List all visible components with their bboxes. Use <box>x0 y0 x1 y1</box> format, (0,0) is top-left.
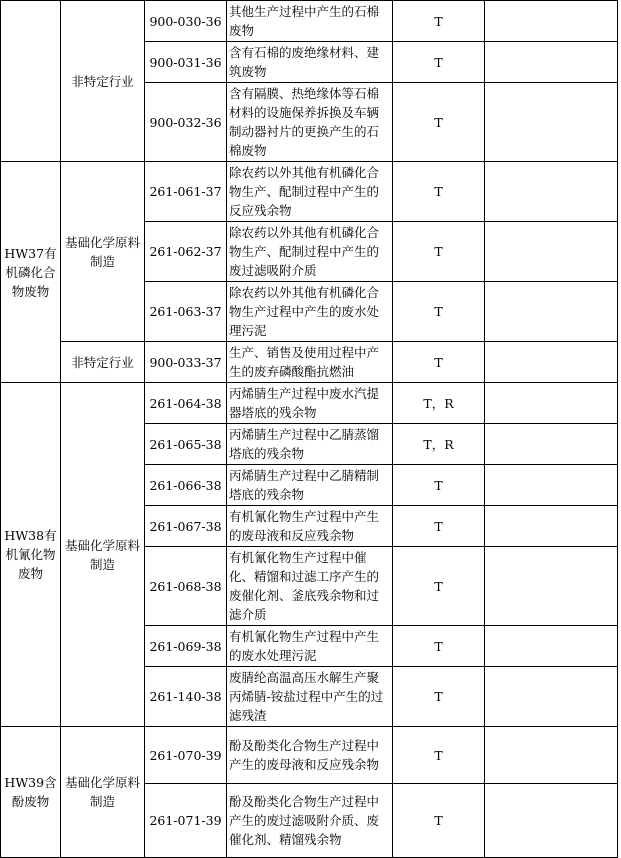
waste-description-cell: 含有石棉的废绝缘材料、建筑废物 <box>227 42 393 83</box>
waste-code-cell: 261-066-38 <box>145 465 227 506</box>
hazard-property-cell: T <box>393 667 485 727</box>
table-row <box>1 1 618 42</box>
empty-cell <box>485 667 618 727</box>
waste-description-cell: 生产、销售及使用过程中产生的废弃磷酸酯抗燃油 <box>227 342 393 383</box>
hazard-property-cell: T <box>393 162 485 222</box>
table-row <box>1 162 618 222</box>
waste-description-cell: 其他生产过程中产生的石棉废物 <box>227 1 393 42</box>
empty-cell <box>485 222 618 282</box>
waste-description-cell: 废腈纶高温高压水解生产聚丙烯腈-铵盐过程中产生的过滤残渣 <box>227 667 393 727</box>
category-cell: HW38有机氰化物废物 <box>1 383 61 727</box>
hazard-property-cell: T <box>393 1 485 42</box>
waste-description-cell: 丙烯腈生产过程中废水汽提器塔底的残余物 <box>227 383 393 424</box>
waste-description-cell: 有机氰化物生产过程中产生的废水处理污泥 <box>227 626 393 667</box>
empty-cell <box>485 626 618 667</box>
empty-cell <box>485 506 618 547</box>
empty-cell <box>485 83 618 162</box>
hazard-property-cell: T <box>393 506 485 547</box>
empty-cell <box>485 784 618 858</box>
waste-code-cell: 261-067-38 <box>145 506 227 547</box>
hazard-property-cell: T <box>393 465 485 506</box>
hazard-property-cell: T <box>393 282 485 342</box>
waste-description-cell: 除农药以外其他有机磷化合物生产、配制过程中产生的反应残余物 <box>227 162 393 222</box>
hazard-property-cell: T，R <box>393 383 485 424</box>
category-cell <box>1 1 61 162</box>
empty-cell <box>485 42 618 83</box>
waste-code-cell: 900-033-37 <box>145 342 227 383</box>
waste-code-cell: 261-064-38 <box>145 383 227 424</box>
hazard-property-cell: T <box>393 626 485 667</box>
industry-cell: 非特定行业 <box>61 342 145 383</box>
waste-description-cell: 酚及酚类化合物生产过程中产生的废母液和反应残余物 <box>227 727 393 784</box>
table-row <box>1 342 618 383</box>
waste-description-cell: 除农药以外其他有机磷化合物生产、配制过程中产生的废过滤吸附介质 <box>227 222 393 282</box>
hazard-property-cell: T，R <box>393 424 485 465</box>
empty-cell <box>485 342 618 383</box>
hazard-property-cell: T <box>393 342 485 383</box>
waste-description-cell: 除农药以外其他有机磷化合物生产过程中产生的废水处理污泥 <box>227 282 393 342</box>
category-cell: HW39含酚废物 <box>1 727 61 858</box>
hazard-property-cell: T <box>393 42 485 83</box>
industry-cell: 非特定行业 <box>61 1 145 162</box>
waste-description-cell: 有机氰化物生产过程中产生的废母液和反应残余物 <box>227 506 393 547</box>
industry-cell: 基础化学原料制造 <box>61 162 145 342</box>
waste-code-cell: 261-068-38 <box>145 547 227 626</box>
waste-code-cell: 900-032-36 <box>145 83 227 162</box>
waste-description-cell: 有机氰化物生产过程中催化、精馏和过滤工序产生的废催化剂、釜底残余物和过滤介质 <box>227 547 393 626</box>
hazard-property-cell: T <box>393 727 485 784</box>
waste-description-cell: 丙烯腈生产过程中乙腈蒸馏塔底的残余物 <box>227 424 393 465</box>
table-row <box>1 383 618 424</box>
waste-description-cell: 丙烯腈生产过程中乙腈精制塔底的残余物 <box>227 465 393 506</box>
waste-code-cell: 900-031-36 <box>145 42 227 83</box>
hazard-property-cell: T <box>393 83 485 162</box>
waste-code-cell: 261-069-38 <box>145 626 227 667</box>
waste-code-cell: 261-063-37 <box>145 282 227 342</box>
empty-cell <box>485 1 618 42</box>
hazard-property-cell: T <box>393 222 485 282</box>
empty-cell <box>485 465 618 506</box>
waste-description-cell: 酚及酚类化合物生产过程中产生的废过滤吸附介质、废催化剂、精馏残余物 <box>227 784 393 858</box>
empty-cell <box>485 282 618 342</box>
waste-code-cell: 261-071-39 <box>145 784 227 858</box>
waste-code-cell: 261-140-38 <box>145 667 227 727</box>
table-body <box>1 1 618 858</box>
waste-code-cell: 900-030-36 <box>145 1 227 42</box>
waste-code-cell: 261-065-38 <box>145 424 227 465</box>
industry-cell: 基础化学原料制造 <box>61 383 145 727</box>
empty-cell <box>485 424 618 465</box>
waste-description-cell: 含有隔膜、热绝缘体等石棉材料的设施保养拆换及车辆制动器衬片的更换产生的石棉废物 <box>227 83 393 162</box>
waste-code-cell: 261-062-37 <box>145 222 227 282</box>
empty-cell <box>485 547 618 626</box>
empty-cell <box>485 727 618 784</box>
empty-cell <box>485 383 618 424</box>
empty-cell <box>485 162 618 222</box>
industry-cell: 基础化学原料制造 <box>61 727 145 858</box>
hazard-property-cell: T <box>393 547 485 626</box>
category-cell: HW37有机磷化合物废物 <box>1 162 61 383</box>
table-row <box>1 727 618 784</box>
waste-code-cell: 261-070-39 <box>145 727 227 784</box>
hazard-property-cell: T <box>393 784 485 858</box>
waste-code-cell: 261-061-37 <box>145 162 227 222</box>
